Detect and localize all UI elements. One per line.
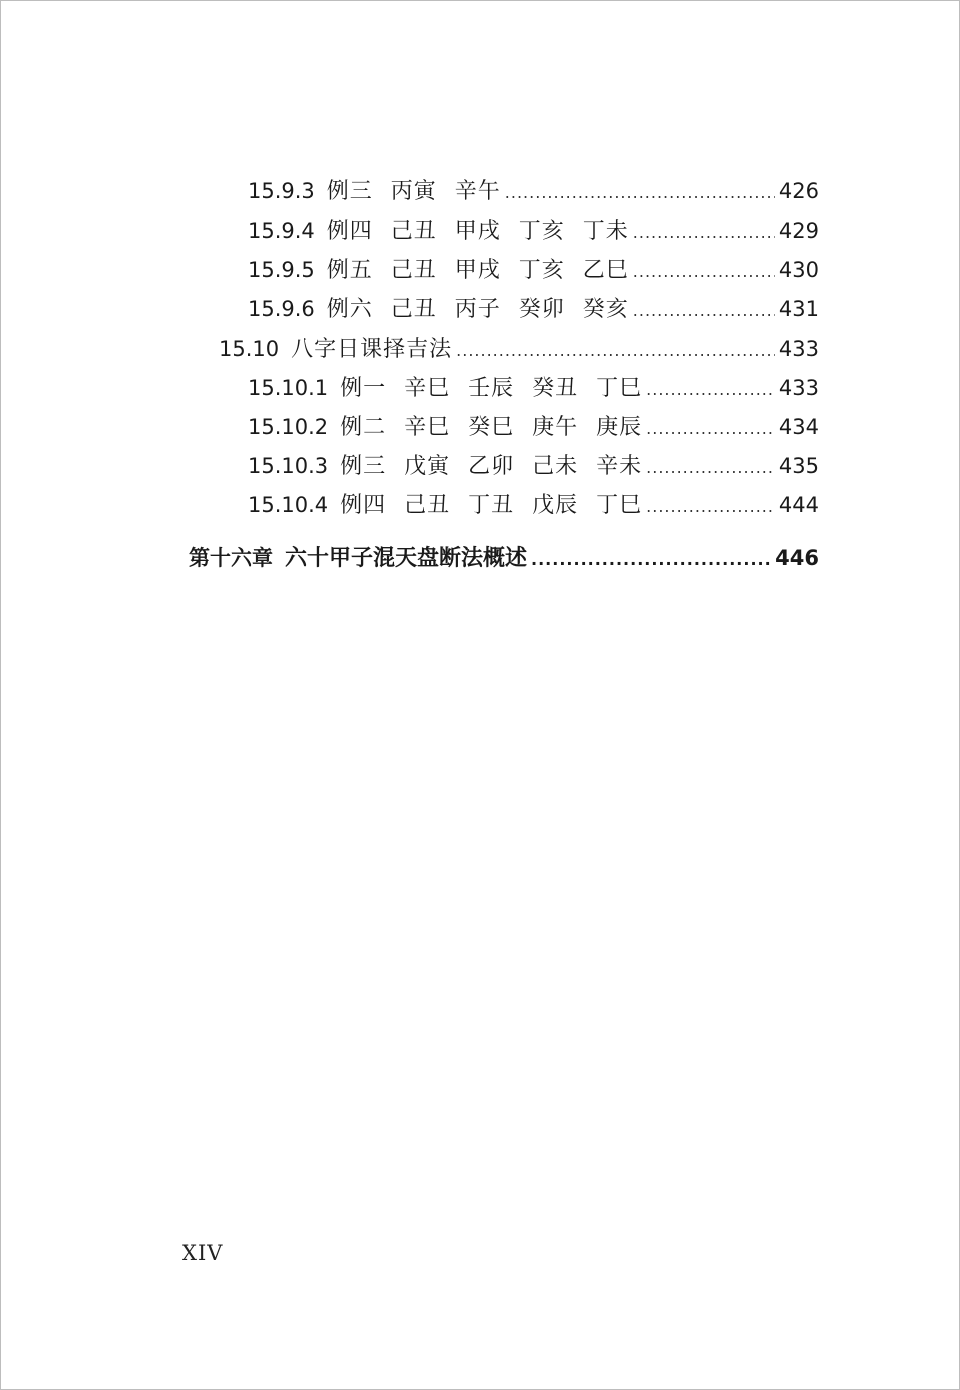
toc-entry[interactable] [248, 372, 819, 404]
toc-entry-title: 例三 戊寅 乙卯 己未 辛未 [340, 454, 643, 479]
toc-entry-number: 15.10.4 [248, 493, 329, 517]
toc-entry-title: 八字日课择吉法 [291, 337, 453, 362]
toc-chapter-title: 六十甲子混天盘断法概述 [285, 546, 528, 571]
toc-entry-number: 15.9.3 [248, 179, 315, 203]
toc-entry[interactable] [248, 411, 819, 443]
toc-entry-title: 例三 丙寅 辛午 [326, 179, 501, 204]
toc-leader-dots [505, 177, 775, 209]
toc-entry-title: 例四 己丑 丁丑 戊辰 丁巳 [340, 493, 643, 518]
toc-leader-dots [646, 374, 775, 406]
toc-entry-number: 15.10 [219, 337, 280, 361]
toc-leader-dots [633, 217, 775, 249]
toc-leader-dots [646, 413, 775, 445]
toc-entry-title: 例四 己丑 甲戌 丁亥 丁未 [326, 219, 629, 244]
toc-entry[interactable] [248, 175, 819, 207]
toc-entry[interactable] [248, 450, 819, 482]
toc-entry-page: 434 [778, 415, 819, 439]
toc-chapter-number: 第十六章 [189, 546, 273, 570]
toc-leader-dots [633, 256, 775, 288]
toc-entry-page: 430 [778, 258, 819, 282]
page-number-footer: XIV [182, 1241, 224, 1265]
toc-entry-title: 例二 辛巳 癸巳 庚午 庚辰 [340, 415, 643, 440]
toc-entry-page: 426 [778, 179, 819, 203]
toc-entry-title: 例六 己丑 丙子 癸卯 癸亥 [326, 297, 629, 322]
toc-entry-page: 433 [778, 376, 819, 400]
toc-entry-number: 15.9.4 [248, 219, 315, 243]
toc-entry[interactable] [248, 293, 819, 325]
toc-entry-page: 444 [778, 493, 819, 517]
toc-entry-number: 15.10.1 [248, 376, 329, 400]
toc-entry-page: 429 [778, 219, 819, 243]
toc-entry-page: 435 [778, 454, 819, 478]
toc-entry-title: 例一 辛巳 壬辰 癸丑 丁巳 [340, 376, 643, 401]
toc-leader-dots [633, 295, 775, 327]
toc-leader-dots [531, 544, 771, 576]
toc-chapter-page: 446 [775, 546, 819, 570]
toc-entry-number: 15.10.2 [248, 415, 329, 439]
toc-entry-number: 15.9.6 [248, 297, 315, 321]
toc-leader-dots [646, 491, 775, 523]
toc-entry-number: 15.9.5 [248, 258, 315, 282]
toc-entry-page: 431 [778, 297, 819, 321]
toc-entry-page: 433 [778, 337, 819, 361]
toc-entry[interactable] [248, 489, 819, 521]
toc-entry[interactable] [248, 215, 819, 247]
toc-leader-dots [646, 452, 775, 484]
toc-entry-number: 15.10.3 [248, 454, 329, 478]
toc-entry-title: 例五 己丑 甲戌 丁亥 乙巳 [326, 258, 629, 283]
table-of-contents [1, 1, 959, 1389]
toc-entry[interactable] [219, 333, 819, 365]
toc-chapter-entry[interactable] [189, 542, 819, 574]
toc-leader-dots [456, 335, 775, 367]
toc-entry[interactable] [248, 254, 819, 286]
